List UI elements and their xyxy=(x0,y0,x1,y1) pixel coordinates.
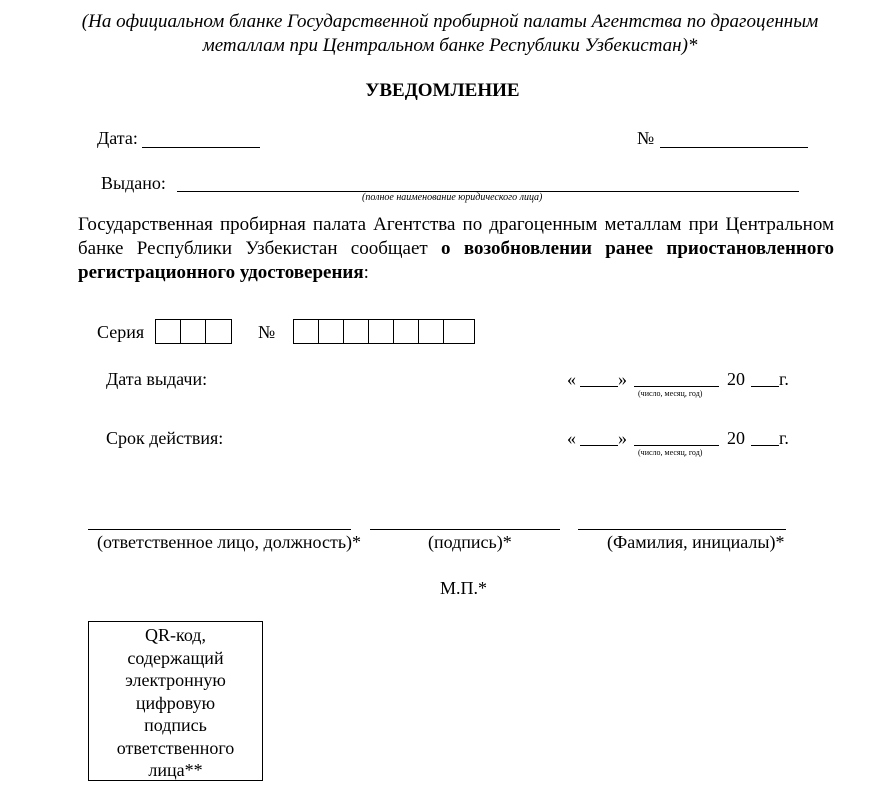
validity-close-quote: » xyxy=(618,428,627,448)
qr-text-line: электронную xyxy=(125,670,226,690)
number-box-cell xyxy=(319,320,344,343)
series-box-cell xyxy=(181,320,206,343)
issue-day-line xyxy=(580,386,618,387)
number-box-cell xyxy=(444,320,469,343)
validity-day-line xyxy=(580,445,618,446)
stamp-label: М.П.* xyxy=(440,578,488,598)
notice-text: Государственная пробирная палата Агентства по драгоценным металлам при Центральном банке Республики Узбекистан сообщает xyxy=(78,214,834,259)
signature-line xyxy=(370,529,560,530)
series-box-cell xyxy=(156,320,181,343)
issue-date-hint: (число, месяц, год) xyxy=(638,389,703,398)
validity-year-suffix: г. xyxy=(779,428,789,448)
document-title: УВЕДОМЛЕНИЕ xyxy=(365,80,520,101)
validity-date-hint: (число, месяц, год) xyxy=(638,448,703,457)
validity-label: Срок действия: xyxy=(106,428,224,448)
issue-year-prefix: 20 xyxy=(727,369,745,389)
certificate-number-boxes xyxy=(293,319,475,344)
number-label: № xyxy=(637,128,655,148)
issue-date-label: Дата выдачи: xyxy=(106,369,208,389)
issue-year-suffix: г. xyxy=(779,369,789,389)
validity-open-quote: « xyxy=(567,428,576,448)
issue-date-close-quote: » xyxy=(618,369,627,389)
validity-year-line xyxy=(751,445,779,446)
date-line xyxy=(142,147,260,148)
number-box-cell xyxy=(394,320,419,343)
date-label: Дата: xyxy=(97,128,138,148)
notice-text-bold: о возобновлении ранее приостановленного регистрационного удостоверения xyxy=(78,238,835,283)
number-box-cell xyxy=(344,320,369,343)
number-line xyxy=(660,147,808,148)
issue-month-line xyxy=(634,386,719,387)
certificate-number-label: № xyxy=(258,322,276,342)
qr-text-line: лица** xyxy=(148,760,203,780)
number-box-cell xyxy=(369,320,394,343)
qr-text-line: подпись xyxy=(144,715,207,735)
qr-text-line: содержащий xyxy=(127,647,224,668)
signature-label: (подпись)* xyxy=(428,532,512,552)
issued-to-hint: (полное наименование юридического лица) xyxy=(362,192,543,203)
name-label: (Фамилия, инициалы)* xyxy=(607,532,785,552)
notice-paragraph xyxy=(78,213,834,285)
number-box-cell xyxy=(294,320,319,343)
name-line xyxy=(578,529,786,530)
issued-to-label: Выдано: xyxy=(101,173,166,193)
qr-text-line: QR-код, xyxy=(145,625,206,645)
number-box-cell xyxy=(419,320,444,343)
qr-text-line: ответственного xyxy=(116,737,235,758)
series-boxes xyxy=(155,319,232,344)
validity-year-prefix: 20 xyxy=(727,428,745,448)
series-label: Серия xyxy=(97,322,145,342)
position-line xyxy=(88,529,351,530)
notice-text-end: : xyxy=(363,262,369,283)
issue-year-line xyxy=(751,386,779,387)
series-box-cell xyxy=(206,320,231,343)
validity-month-line xyxy=(634,445,719,446)
issue-date-open-quote: « xyxy=(567,369,576,389)
letterhead-note: (На официальном бланке Государственной пробирной палаты Агентства по драгоценным металлам при Центральном банке Республики Узбекистан)* xyxy=(81,11,819,56)
qr-code-box xyxy=(88,621,263,781)
position-label: (ответственное лицо, должность)* xyxy=(97,532,362,552)
qr-text-line: цифровую xyxy=(135,692,216,713)
